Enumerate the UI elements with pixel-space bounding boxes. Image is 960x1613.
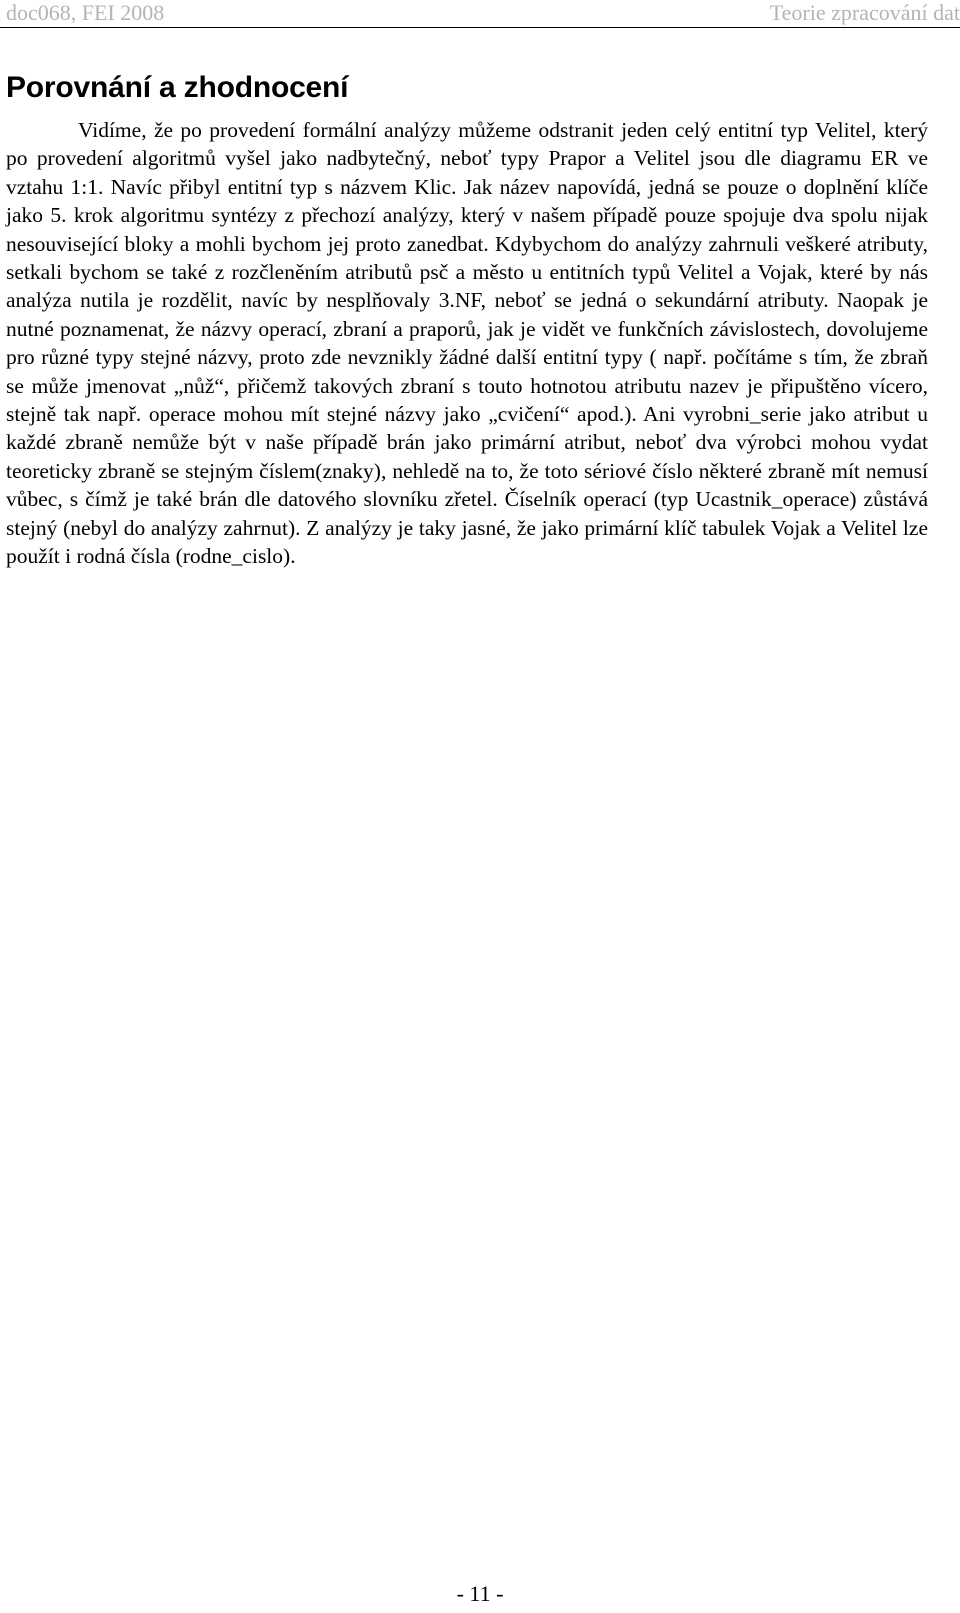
page-header (0, 0, 960, 28)
header-document-title: Teorie zpracování dat (769, 0, 960, 25)
page-number: - 11 - (456, 1581, 504, 1606)
section-heading: Porovnání a zhodnocení (6, 71, 349, 104)
body-paragraph: Vidíme, že po provedení formální analýzy můžeme odstranit jeden celý entitní typ Velitel, který po provedení algoritmů vyšel jako nadbytečný, neboť typy Prapor a Velitel jsou dle diagramu ER ve vztahu 1:1. Navíc přibyl entitní typ s názvem Klic. Jak název napovídá, jedná se pouze o doplnění klíče jako 5. krok algoritmu syntézy z přechozí analýzy, který v našem případě pouze spojuje dva spolu nijak nesouvisející bloky a mohli bychom jej proto zanedbat. Kdybychom do analýzy zahrnuli veškeré atributy, setkali bychom se také z rozčleněním atributů psč a město u entitních typů Velitel a Vojak, které by nás analýza nutila je rozdělit, navíc by nesplňovaly 3.NF, neboť se jedná o sekundární atributy. Naopak je nutné poznamenat, že názvy operací, zbraní a praporů, jak je vidět ve funkčních závislostech, dovolujeme pro různé typy stejné názvy, proto zde nevznikly žádné další entitní typy ( např. počítáme s tím, že zbraň se může jmenovat „nůž“, přičemž takových zbraní s touto hotnotou atributu nazev je připuštěno vícero, stejně tak např. operace mohou mít stejné názvy jako „cvičení“ apod.). Ani vyrobni_serie jako atribut u každé zbraně nemůže být v naše případě brán jako primární atribut, neboť dva výrobci mohou vydat teoreticky zbraně se stejným číslem(znaky), nehledě na to, že toto sériové číslo některé zbraně mít nemusí vůbec, s čímž je také brán dle datového slovníku zřetel. Číselník operací (typ Ucastnik_operace) zůstává stejný (nebyl do analýzy zahrnut). Z analýzy je taky jasné, že jako primární klíč tabulek Vojak a Velitel lze použít i rodná čísla (rodne_cislo). (6, 118, 928, 569)
header-document-id: doc068, FEI 2008 (6, 0, 165, 25)
